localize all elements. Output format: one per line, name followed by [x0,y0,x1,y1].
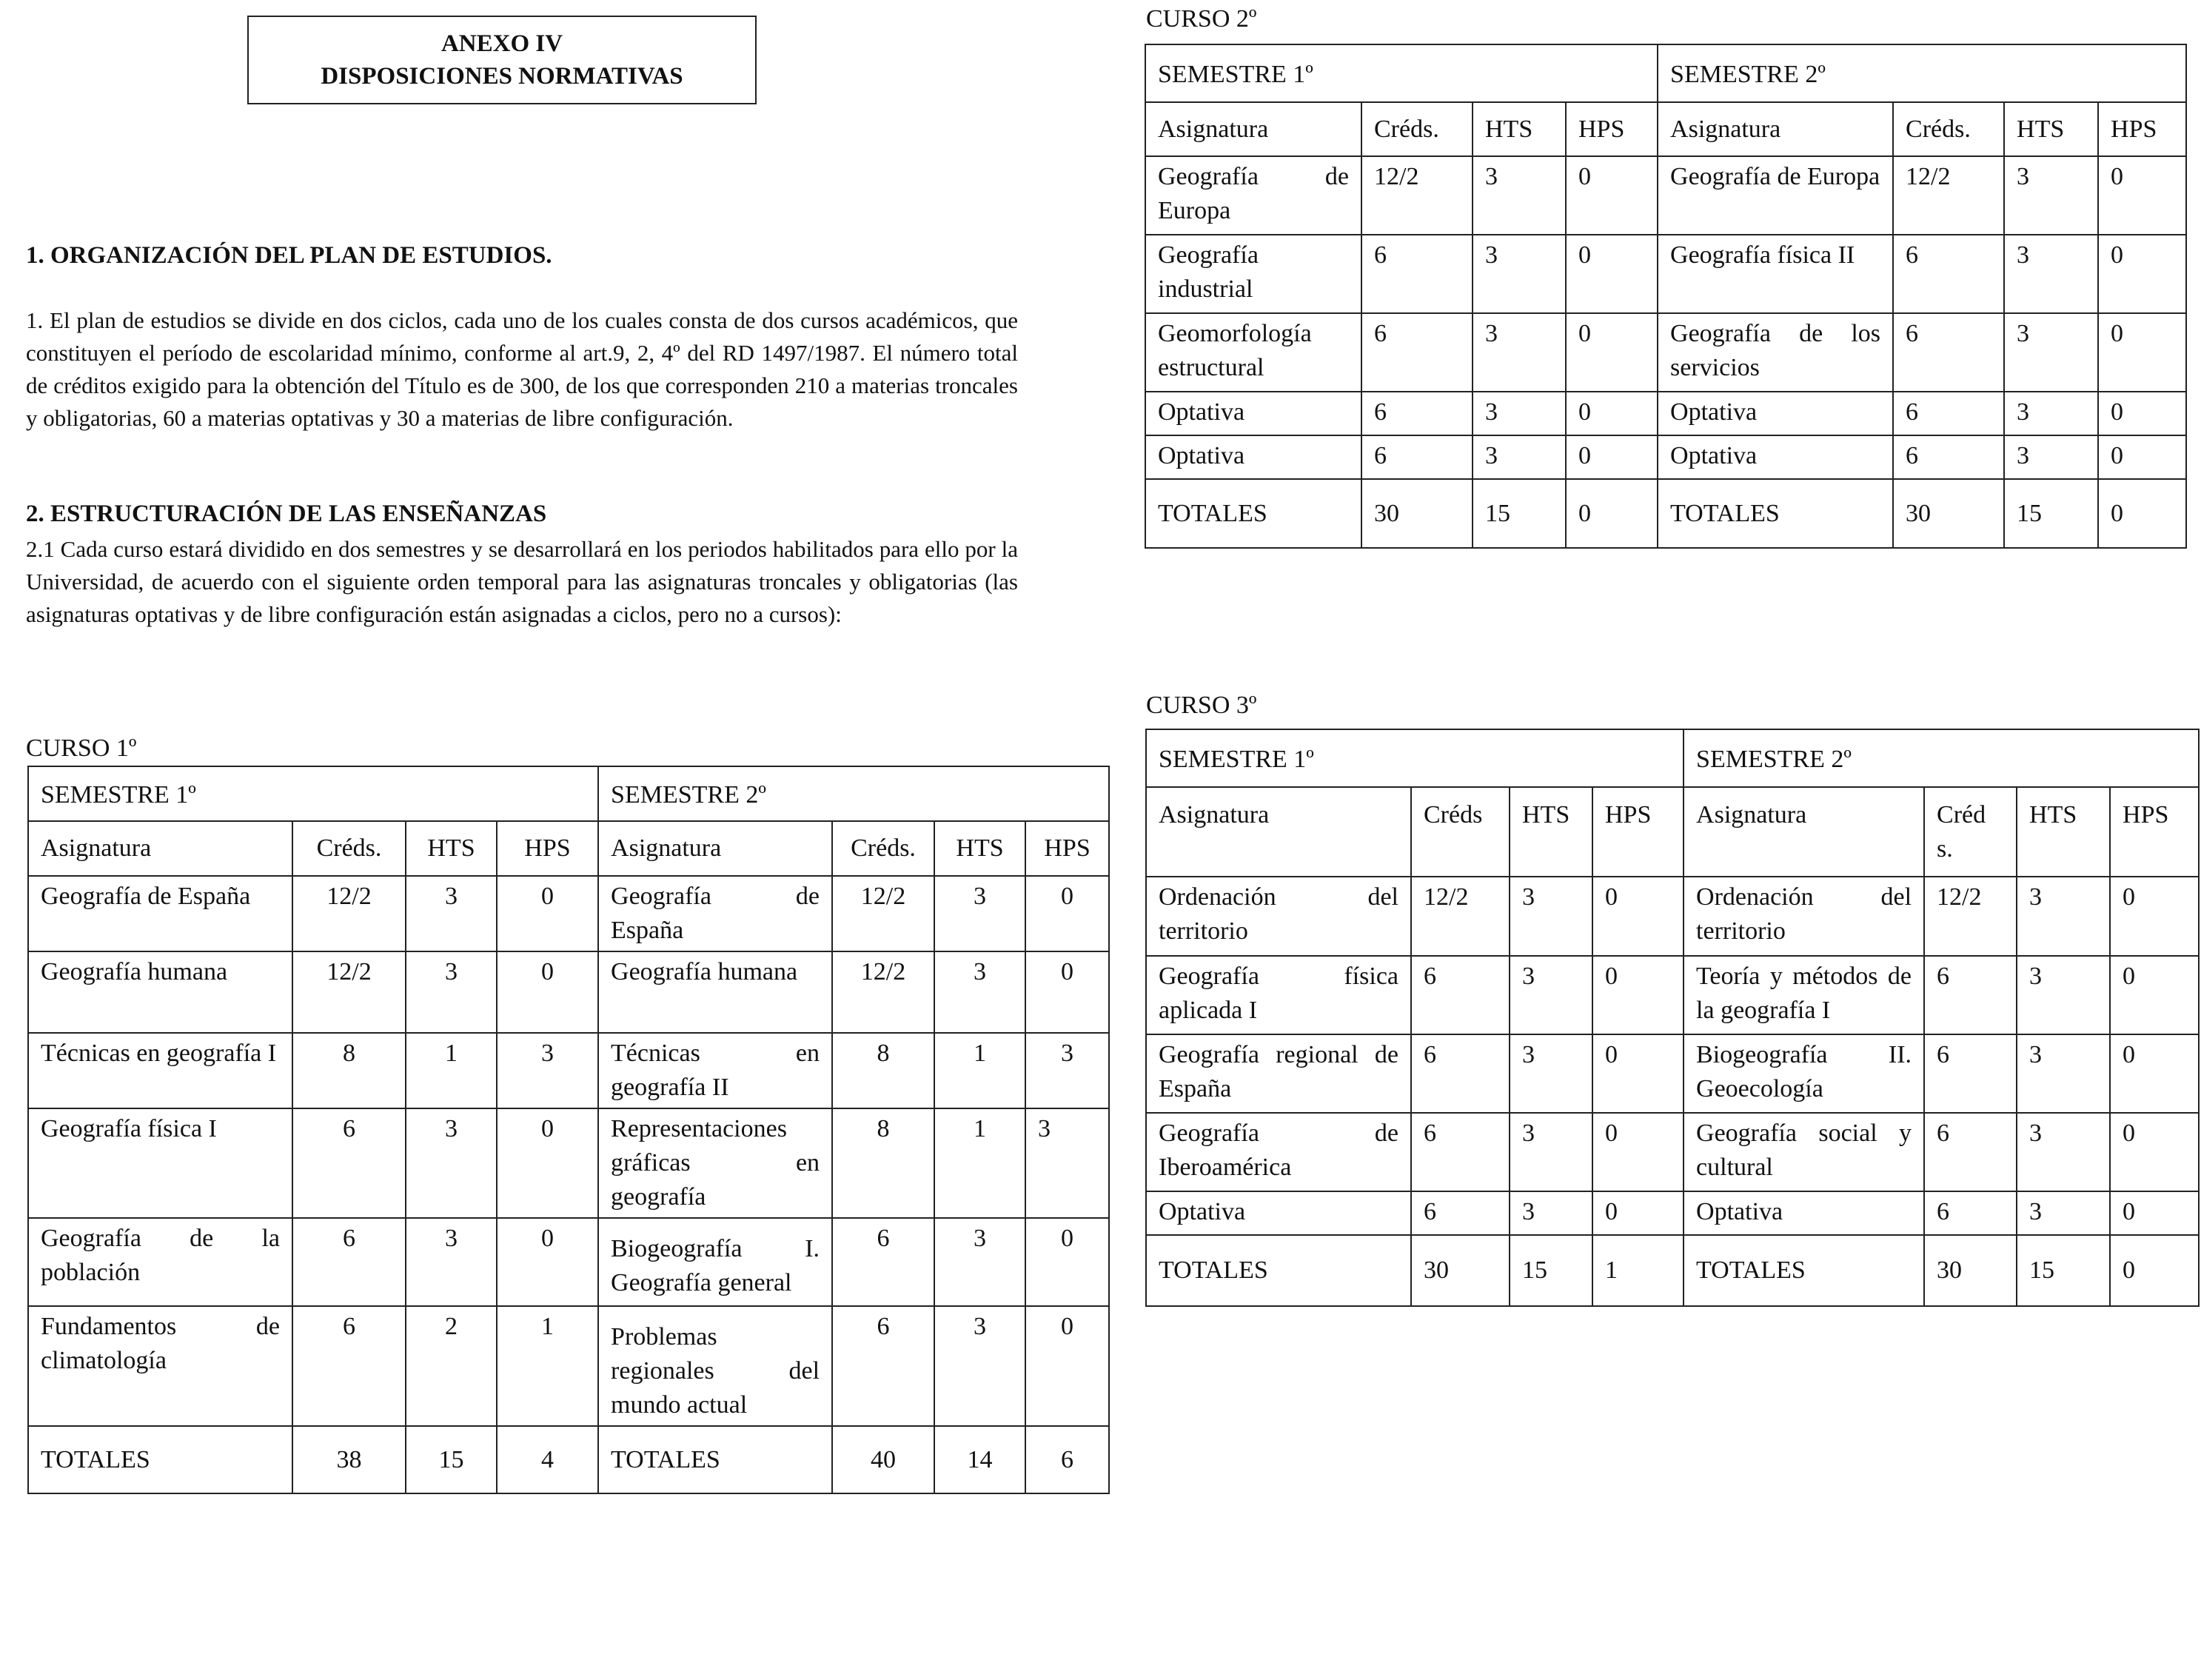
curso2-table [1145,44,2187,549]
credits-cell: 6 [1893,392,2004,435]
hps-cell: 1 [497,1306,598,1426]
column-header: HPS [2098,102,2186,156]
hts-cell: 1 [934,1108,1025,1218]
totals-hps: 6 [1025,1426,1109,1493]
hps-cell: 0 [2110,956,2199,1034]
subject-cell: Optativa [1146,1191,1411,1235]
totals-label: TOTALES [598,1426,832,1493]
subject-cell: Geografía social y cultural [1684,1113,1924,1191]
curso3-semester-row [1146,729,2199,787]
hps-cell: 0 [497,876,598,951]
section1-heading: 1. ORGANIZACIÓN DEL PLAN DE ESTUDIOS. [26,242,552,269]
column-header: HTS [1473,102,1566,156]
curso2-semester2-header: SEMESTRE 2º [1658,44,2186,102]
credits-cell: 6 [1411,956,1510,1034]
hps-cell: 0 [1025,1218,1109,1306]
column-header: Asignatura [1146,787,1411,877]
totals-row [28,1426,1109,1493]
table-row [1146,1034,2199,1113]
subject-cell: Geografía física I [28,1108,292,1218]
hts-cell: 1 [406,1033,497,1108]
table-row [28,1033,1109,1108]
totals-hts: 14 [934,1426,1025,1493]
table-row [1145,435,2186,479]
hps-cell: 3 [497,1033,598,1108]
hps-cell: 0 [2110,1113,2199,1191]
totals-credits: 30 [1893,479,2004,548]
subject-cell: Teoría y métodos de la geografía I [1684,956,1924,1034]
hps-cell: 0 [1566,235,1658,313]
credits-cell: 6 [1893,235,2004,313]
hps-cell: 0 [2098,392,2186,435]
credits-cell: 6 [1893,435,2004,479]
subject-cell: Optativa [1684,1191,1924,1235]
credits-cell: 6 [1361,392,1473,435]
credits-cell: 6 [1924,1191,2017,1235]
column-header: Créd s. [1924,787,2017,877]
column-header: HPS [1592,787,1684,877]
credits-cell: 6 [1411,1034,1510,1113]
credits-cell: 6 [832,1218,934,1306]
totals-row [1145,479,2186,548]
hts-cell: 3 [1473,156,1566,235]
credits-cell: 6 [1361,435,1473,479]
credits-cell: 12/2 [1893,156,2004,235]
subject-cell: Geografía física aplicada I [1146,956,1411,1034]
subject-cell: Optativa [1658,392,1893,435]
totals-hps: 0 [2098,479,2186,548]
curso3-semester1-header: SEMESTRE 1º [1146,729,1684,787]
hts-cell: 3 [934,1306,1025,1426]
subject-cell: Geografía regional de España [1146,1034,1411,1113]
hps-cell: 0 [1592,877,1684,956]
table-row [1145,313,2186,392]
subject-cell: Geografía de los servicios [1658,313,1893,392]
credits-cell: 12/2 [292,951,406,1033]
hps-cell: 0 [1025,1306,1109,1426]
credits-cell: 12/2 [1924,877,2017,956]
hps-cell: 3 [1025,1033,1109,1108]
hps-cell: 0 [1025,951,1109,1033]
credits-cell: 6 [1924,1034,2017,1113]
credits-cell: 6 [292,1108,406,1218]
credits-cell: 6 [1411,1113,1510,1191]
subject-cell: Ordenación del territorio [1684,877,1924,956]
totals-hts: 15 [2004,479,2098,548]
column-header: HTS [934,821,1025,876]
curso1-label: CURSO 1º [26,734,137,762]
column-header: Asignatura [28,821,292,876]
column-header: Asignatura [1658,102,1893,156]
credits-cell: 6 [1924,1113,2017,1191]
totals-hts: 15 [1473,479,1566,548]
hps-cell: 0 [1592,1113,1684,1191]
hts-cell: 3 [2017,877,2110,956]
hps-cell: 0 [2098,235,2186,313]
hts-cell: 3 [1510,877,1592,956]
subject-cell: Geografía de España [28,876,292,951]
totals-label: TOTALES [1658,479,1893,548]
subject-cell: Optativa [1658,435,1893,479]
hts-cell: 3 [2017,1191,2110,1235]
column-header: Créds. [832,821,934,876]
hts-cell: 3 [1510,1191,1592,1235]
subject-cell: Técnicas en geografía I [28,1033,292,1108]
hps-cell: 0 [1566,313,1658,392]
column-header: HTS [2004,102,2098,156]
credits-cell: 12/2 [1361,156,1473,235]
section1-paragraph: 1. El plan de estudios se divide en dos ciclos, cada uno de los cuales consta de dos cursos académicos, que constituyen el período de escolaridad mínimo, conforme al art.9, 2, 4º del RD 1497/1987. El número total de créditos exigido para la obtención del Título es de 300, de los que corresponden 210 a materias troncales y obligatorias, 60 a materias optativas y 30 a materias de libre configuración. [26,307,1018,431]
subject-cell: Geografía industrial [1145,235,1361,313]
table-row [1145,392,2186,435]
credits-cell: 6 [1411,1191,1510,1235]
table-row [28,876,1109,951]
column-header: HTS [1510,787,1592,877]
annex-title: DISPOSICIONES NORMATIVAS [321,63,683,90]
credits-cell: 12/2 [1411,877,1510,956]
hps-cell: 0 [1592,1034,1684,1113]
hts-cell: 3 [2017,1034,2110,1113]
subject-cell: Optativa [1145,435,1361,479]
table-row [28,951,1109,1033]
hps-cell: 0 [2098,435,2186,479]
hts-cell: 3 [2017,1113,2110,1191]
hps-cell: 0 [2110,1034,2199,1113]
table-row [1145,235,2186,313]
column-header: Asignatura [1684,787,1924,877]
credits-cell: 6 [1924,956,2017,1034]
subject-cell: Biogeografía II. Geoecología [1684,1034,1924,1113]
credits-cell: 6 [1361,313,1473,392]
totals-label: TOTALES [28,1426,292,1493]
credits-cell: 12/2 [832,951,934,1033]
hts-cell: 3 [1473,235,1566,313]
table-row [28,1108,1109,1218]
subject-cell: Geomorfología estructural [1145,313,1361,392]
hts-cell: 3 [2004,392,2098,435]
totals-hts: 15 [406,1426,497,1493]
credits-cell: 8 [832,1033,934,1108]
totals-credits: 30 [1361,479,1473,548]
column-header: HPS [1566,102,1658,156]
curso3-column-header-row [1146,787,2199,877]
subject-cell: Geografía de la población [28,1218,292,1306]
column-header: Asignatura [598,821,832,876]
hts-cell: 3 [934,1218,1025,1306]
totals-row [1146,1235,2199,1306]
credits-cell: 6 [292,1218,406,1306]
credits-cell: 12/2 [292,876,406,951]
hps-cell: 0 [1566,392,1658,435]
totals-hts: 15 [2017,1235,2110,1306]
subject-cell: Técnicas en geografía II [598,1033,832,1108]
hps-cell: 0 [497,1218,598,1306]
hps-cell: 0 [1566,156,1658,235]
table-row [1146,956,2199,1034]
totals-credits: 30 [1411,1235,1510,1306]
hps-cell: 0 [497,1108,598,1218]
hts-cell: 3 [2004,435,2098,479]
hts-cell: 3 [2004,156,2098,235]
column-header: Créds. [1361,102,1473,156]
credits-cell: 12/2 [832,876,934,951]
hps-cell: 0 [2110,877,2199,956]
hts-cell: 1 [934,1033,1025,1108]
totals-credits: 30 [1924,1235,2017,1306]
hps-cell: 0 [2110,1191,2199,1235]
hps-cell: 0 [1592,1191,1684,1235]
credits-cell: 8 [832,1108,934,1218]
subject-cell: Geografía de Europa [1658,156,1893,235]
credits-cell: 8 [292,1033,406,1108]
totals-hts: 15 [1510,1235,1592,1306]
column-header: HTS [2017,787,2110,877]
hts-cell: 3 [1510,1113,1592,1191]
table-row [1146,1113,2199,1191]
curso2-semester1-header: SEMESTRE 1º [1145,44,1658,102]
hts-cell: 3 [1473,435,1566,479]
column-header: HPS [1025,821,1109,876]
subject-cell: Representaciones gráficas en geografía [598,1108,832,1218]
curso1-semester-row [28,766,1109,821]
credits-cell: 6 [1361,235,1473,313]
hps-cell: 0 [2098,156,2186,235]
totals-label: TOTALES [1145,479,1361,548]
subject-cell: Ordenación del territorio [1146,877,1411,956]
column-header: Asignatura [1145,102,1361,156]
subject-cell: Geografía física II [1658,235,1893,313]
table-row [28,1306,1109,1426]
curso3-semester2-header: SEMESTRE 2º [1684,729,2199,787]
section2-heading: 2. ESTRUCTURACIÓN DE LAS ENSEÑANZAS [26,501,547,527]
hts-cell: 3 [406,1218,497,1306]
column-header: Créds [1411,787,1510,877]
section2-paragraph: 2.1 Cada curso estará dividido en dos semestres y se desarrollará en los periodos habilitados para ello por la Universidad, de acuerdo con el siguiente orden temporal para las asignaturas troncales y obligatorias (las asignaturas optativas y de libre configuración están asignadas a ciclos, pero no a cursos): [26,536,1018,627]
hts-cell: 3 [406,1108,497,1218]
column-header: HPS [497,821,598,876]
hts-cell: 3 [934,951,1025,1033]
hts-cell: 3 [2004,313,2098,392]
column-header: Créds. [1893,102,2004,156]
curso1-semester1-header: SEMESTRE 1º [28,766,598,821]
hts-cell: 3 [1473,392,1566,435]
curso2-label: CURSO 2º [1146,5,1257,33]
annex-number: ANEXO IV [440,30,563,57]
hts-cell: 3 [2017,956,2110,1034]
subject-cell: Fundamentos de climatología [28,1306,292,1426]
column-header: HPS [2110,787,2199,877]
table-row [1146,1191,2199,1235]
totals-credits: 38 [292,1426,406,1493]
hts-cell: 3 [1473,313,1566,392]
hps-cell: 0 [1025,876,1109,951]
curso3-table [1145,729,2200,1307]
subject-cell: Geografía de Iberoamérica [1146,1113,1411,1191]
totals-hps: 1 [1592,1235,1684,1306]
table-row [28,1218,1109,1306]
curso1-column-header-row [28,821,1109,876]
totals-hps: 4 [497,1426,598,1493]
curso3-label: CURSO 3º [1146,692,1257,719]
table-row [1146,877,2199,956]
subject-cell: Biogeografía I. Geografía general [598,1218,832,1306]
credits-cell: 6 [292,1306,406,1426]
hts-cell: 3 [934,876,1025,951]
subject-cell: Problemas regionales del mundo actual [598,1306,832,1426]
totals-hps: 0 [2110,1235,2199,1306]
credits-cell: 6 [1893,313,2004,392]
totals-label: TOTALES [1684,1235,1924,1306]
hts-cell: 3 [1510,956,1592,1034]
hts-cell: 2 [406,1306,497,1426]
curso1-semester2-header: SEMESTRE 2º [598,766,1109,821]
hts-cell: 3 [406,876,497,951]
column-header: Créds. [292,821,406,876]
hps-cell: 0 [497,951,598,1033]
totals-label: TOTALES [1146,1235,1411,1306]
hps-cell: 0 [1592,956,1684,1034]
hts-cell: 3 [406,951,497,1033]
credits-cell: 6 [832,1306,934,1426]
subject-cell: Optativa [1145,392,1361,435]
table-row [1145,156,2186,235]
subject-cell: Geografía de España [598,876,832,951]
hps-cell: 3 [1025,1108,1109,1218]
hps-cell: 0 [2098,313,2186,392]
hts-cell: 3 [1510,1034,1592,1113]
subject-cell: Geografía humana [598,951,832,1033]
curso1-table [27,766,1110,1494]
totals-hps: 0 [1566,479,1658,548]
hts-cell: 3 [2004,235,2098,313]
curso2-column-header-row [1145,102,2186,156]
subject-cell: Geografía de Europa [1145,156,1361,235]
column-header: HTS [406,821,497,876]
curso2-semester-row [1145,44,2186,102]
totals-credits: 40 [832,1426,934,1493]
hps-cell: 0 [1566,435,1658,479]
annex-title-box [247,16,757,104]
subject-cell: Geografía humana [28,951,292,1033]
